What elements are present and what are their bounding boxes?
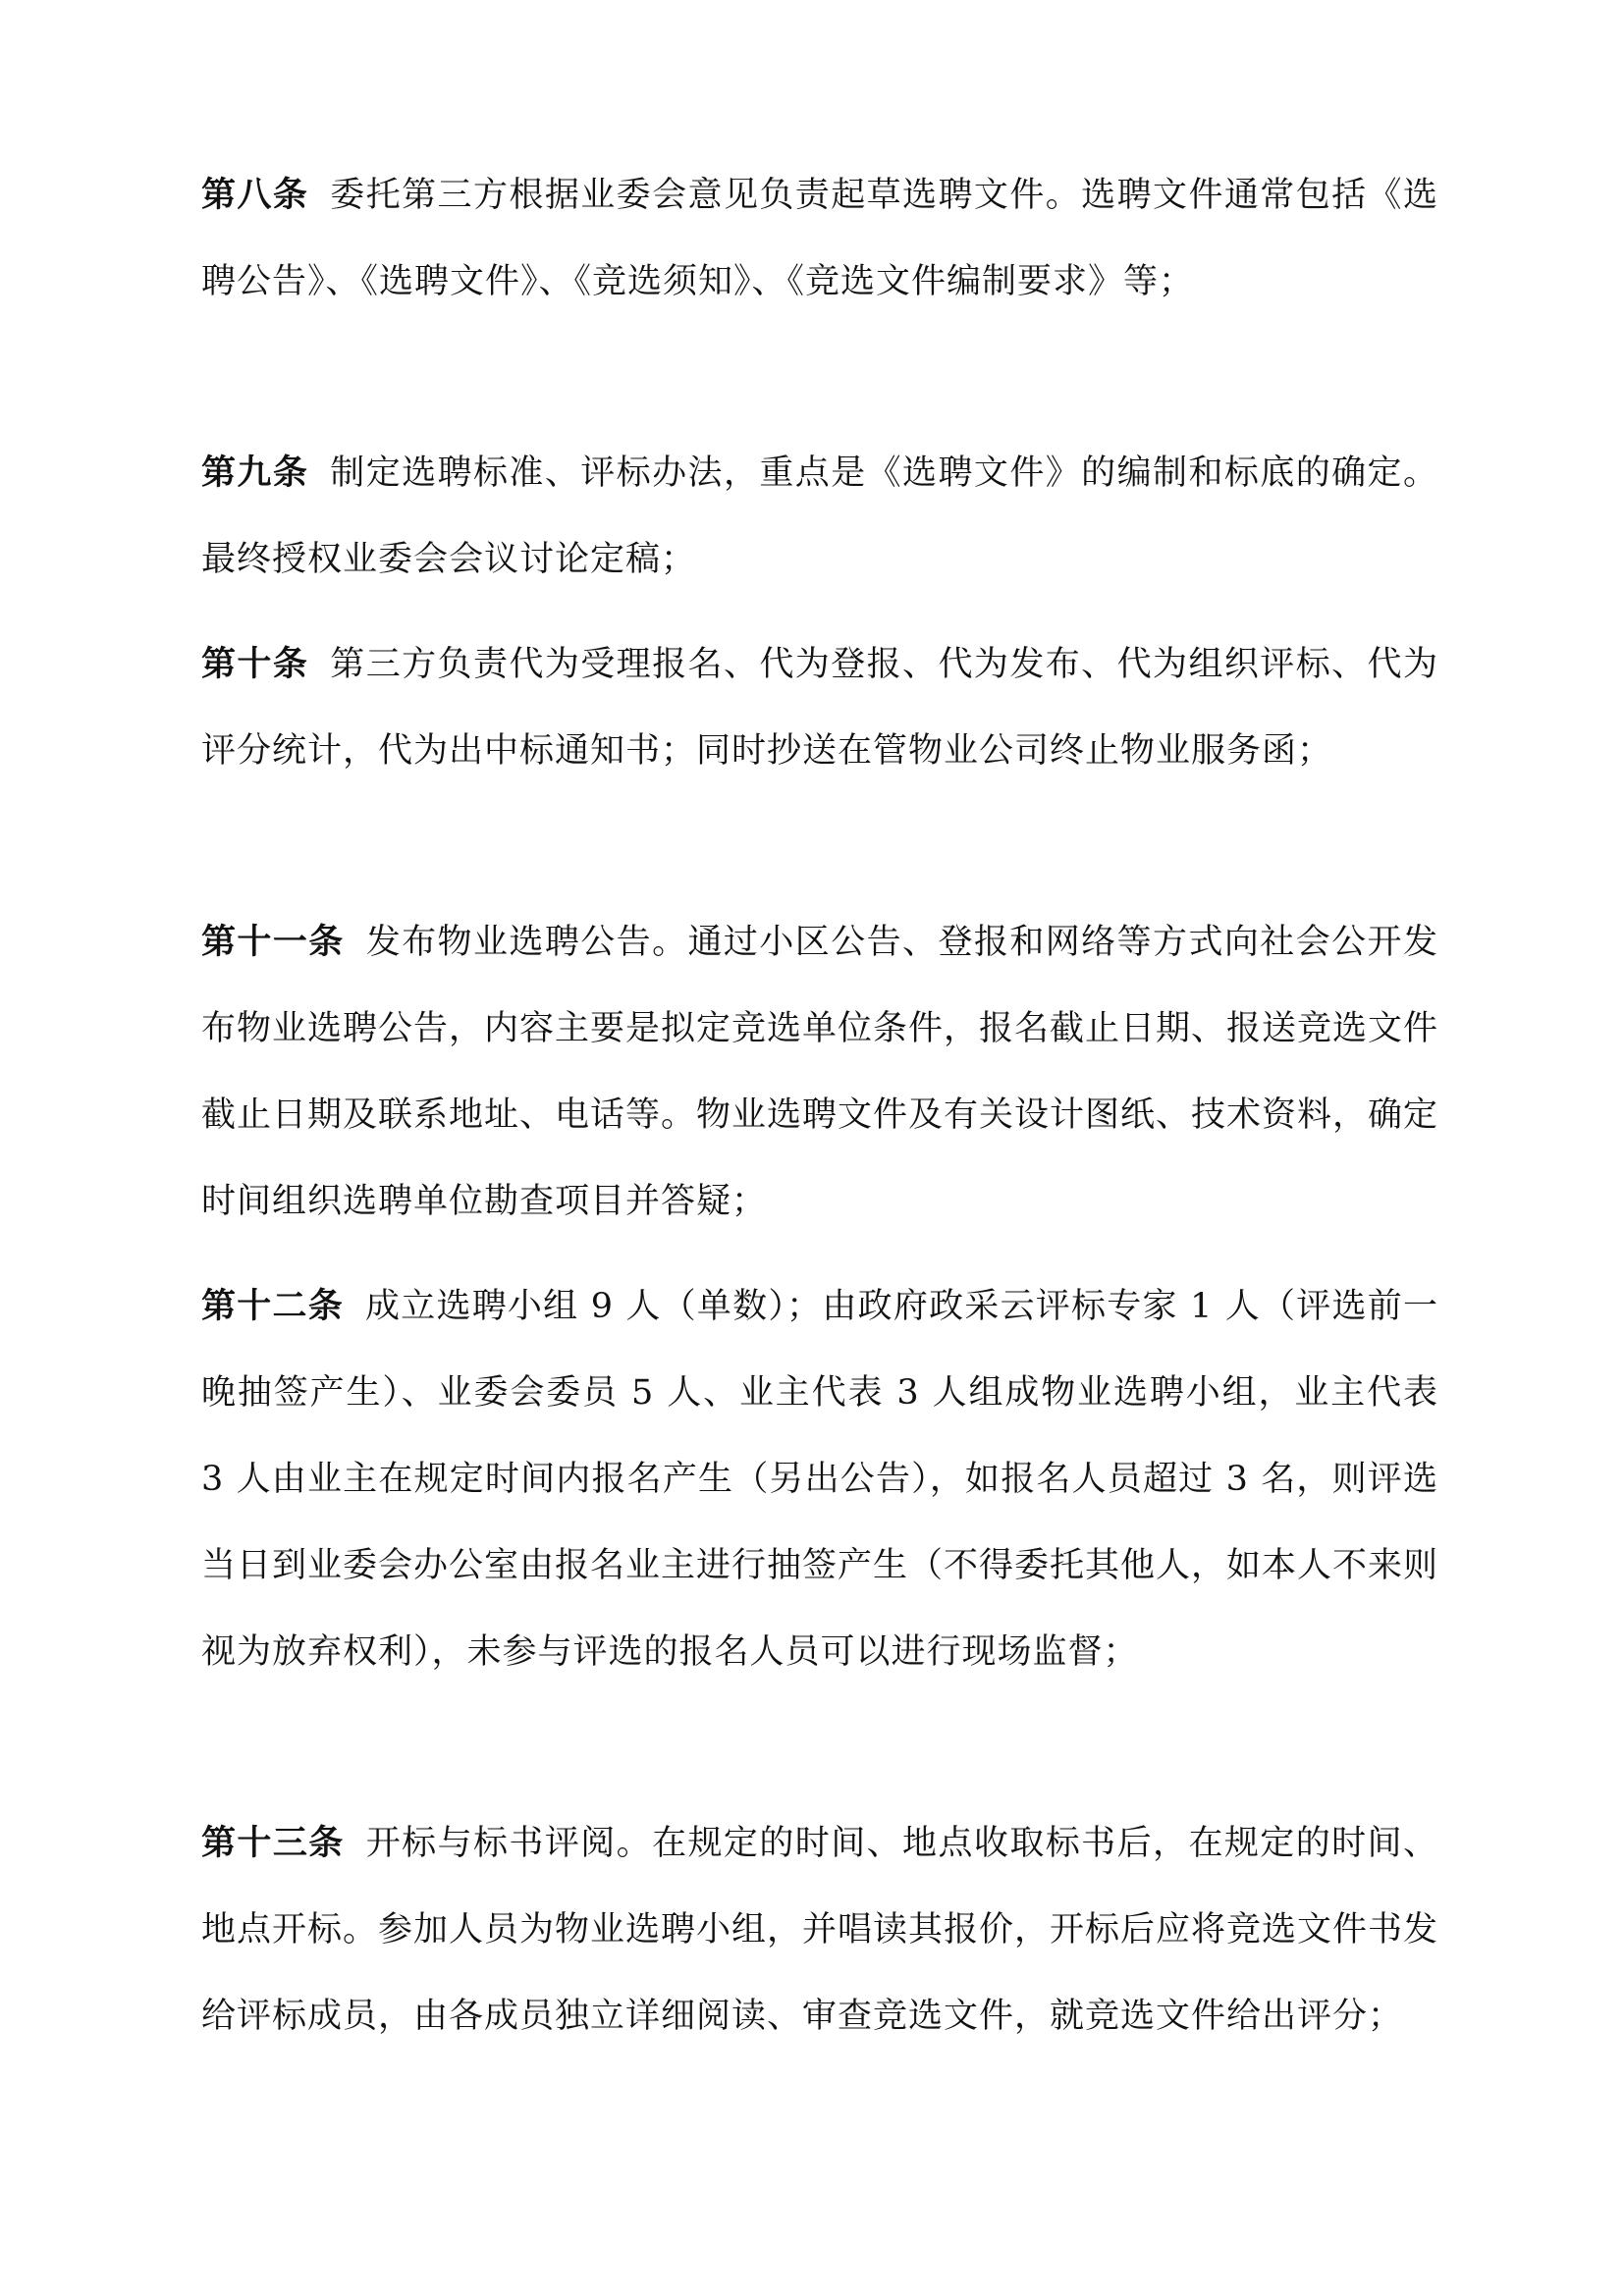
article-9 (201, 430, 1438, 603)
article-body: 第三方负责代为受理报名、代为登报、代为发布、代为组织评标、代为评分统计，代为出中标通知书；同时抄送在管物业公司终止物业服务函； (201, 645, 1438, 771)
article-11 (201, 899, 1438, 1245)
article-8 (201, 152, 1438, 325)
article-body: 成立选聘小组 9 人（单数）；由政府政采云评标专家 1 人（评选前一晚抽签产生）、业委会委员 5 人、业主代表 3 人组成物业选聘小组，业主代表 3 人由业主在规定时间内报名产生（另出公告），如报名人员超过 3 名，则评选当日到业委会办公室由报名业主进行抽签产生（不得委托其他人，如本人不来则视为放弃权利），未参与评选的报名人员可以进行现场监督； (201, 1287, 1439, 1672)
article-title: 第十三条 (201, 1824, 345, 1863)
article-body: 发布物业选聘公告。通过小区公告、登报和网络等方式向社会公开发布物业选聘公告，内容主要是拟定竞选单位条件，报名截止日期、报送竞选文件截止日期及联系地址、电话等。物业选聘文件及有关设计图纸、技术资料，确定时间组织选聘单位勘查项目并答疑； (201, 923, 1439, 1221)
article-13 (201, 1800, 1438, 2059)
article-10 (201, 621, 1438, 794)
article-12 (201, 1263, 1438, 1695)
article-title: 第十一条 (201, 923, 345, 962)
article-title: 第八条 (201, 176, 309, 215)
article-body: 制定选聘标准、评标办法，重点是《选聘文件》的编制和标底的确定。最终授权业委会会议讨论定稿； (201, 454, 1438, 579)
article-title: 第十条 (201, 645, 309, 684)
article-body: 委托第三方根据业委会意见负责起草选聘文件。选聘文件通常包括《选聘公告》、《选聘文件》、《竞选须知》、《竞选文件编制要求》等； (201, 176, 1438, 301)
article-title: 第九条 (201, 454, 309, 493)
article-title: 第十二条 (201, 1287, 344, 1326)
article-body: 开标与标书评阅。在规定的时间、地点收取标书后，在规定的时间、地点开标。参加人员为物业选聘小组，并唱读其报价，开标后应将竞选文件书发给评标成员，由各成员独立详细阅读、审查竞选文件，就竞选文件给出评分； (201, 1824, 1439, 2036)
